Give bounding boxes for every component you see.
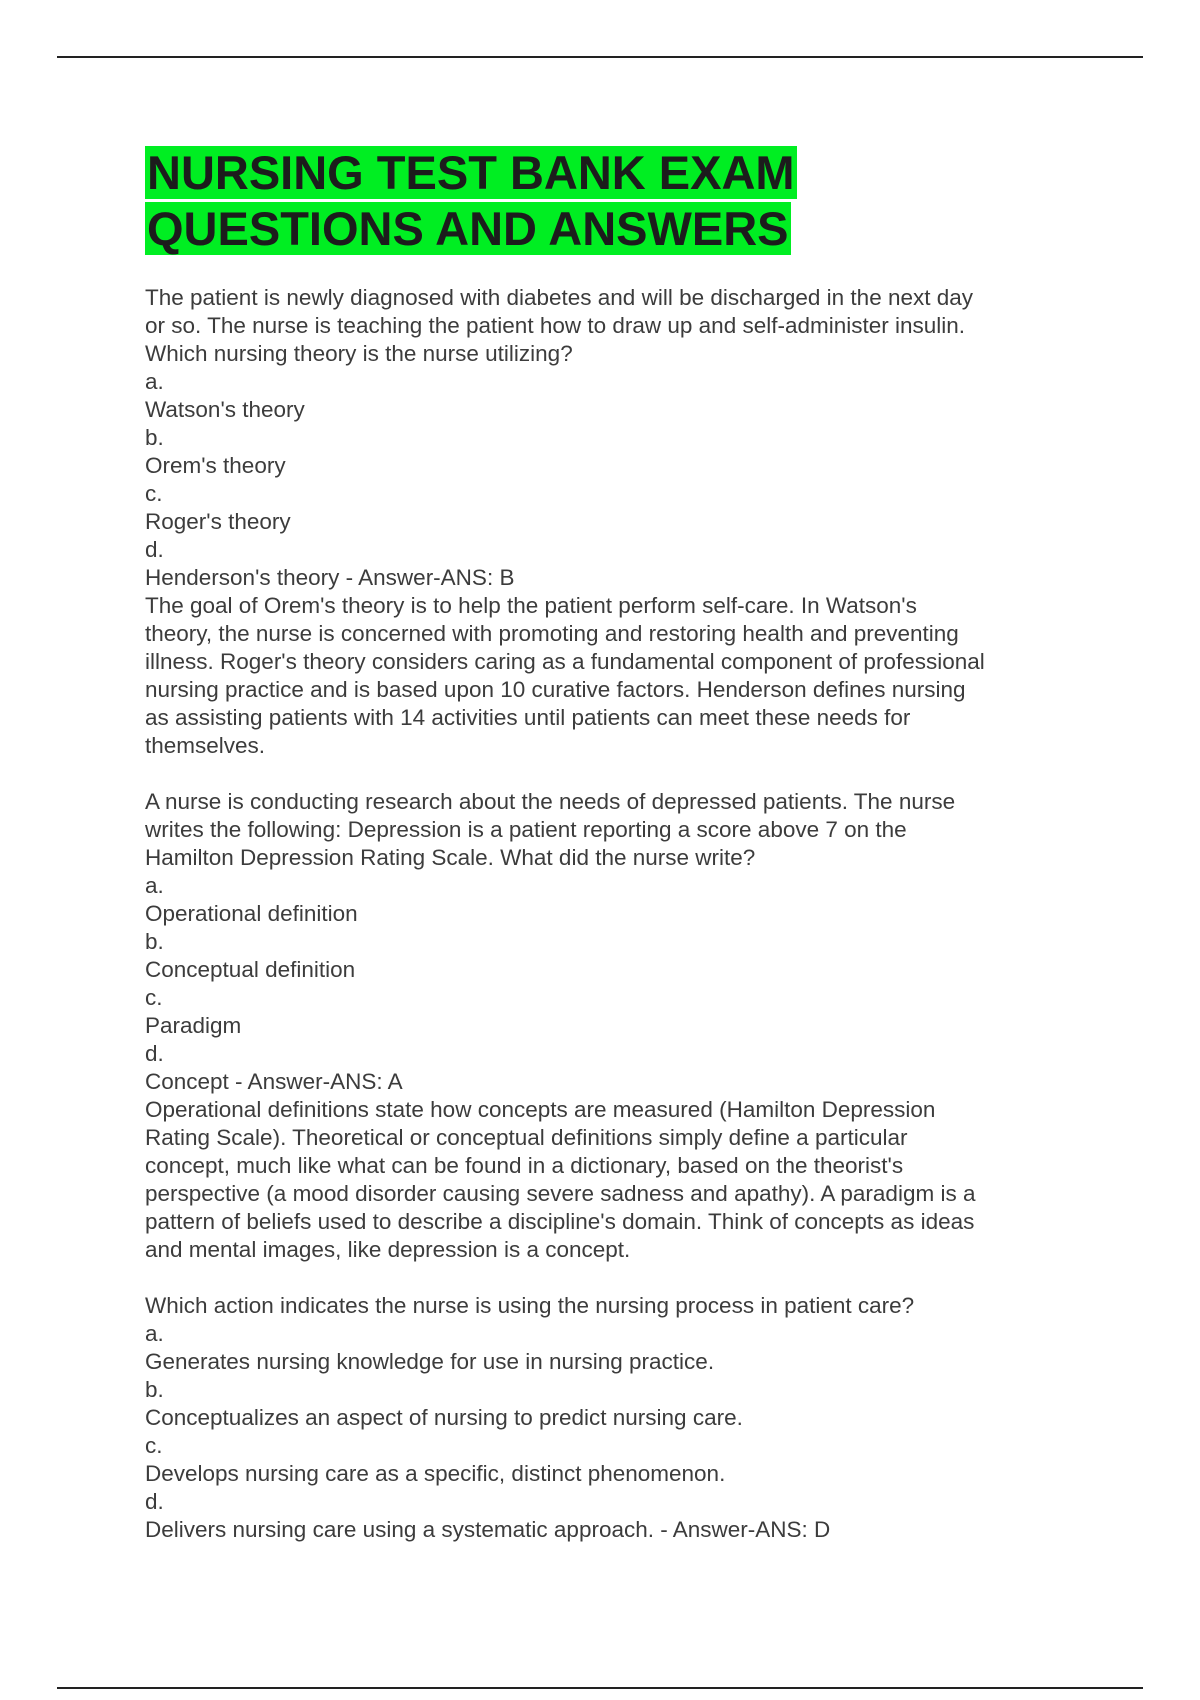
document-title [145,145,1065,257]
option-text: Concept - Answer-ANS: A [145,1069,403,1094]
option-letter: d. [145,537,164,562]
option-letter: b. [145,425,164,450]
question-stem-line: Which nursing theory is the nurse utilizing? [145,341,573,366]
footer-rule [57,1687,1143,1689]
question-stem-line: Hamilton Depression Rating Scale. What did the nurse write? [145,845,756,870]
question-block [145,788,1065,1264]
header-rule [57,56,1143,58]
rationale-line: Operational definitions state how concepts are measured (Hamilton Depression [145,1097,936,1122]
rationale-line: Rating Scale). Theoretical or conceptual definitions simply define a particular [145,1125,908,1150]
rationale-line: themselves. [145,733,266,758]
option-letter: c. [145,985,163,1010]
question-block [145,1292,1065,1544]
rationale-line: illness. Roger's theory considers caring as a fundamental component of professional [145,649,985,674]
question-list [145,284,1065,1544]
option-text: Henderson's theory - Answer-ANS: B [145,565,515,590]
option-text: Delivers nursing care using a systematic approach. - Answer-ANS: D [145,1517,831,1542]
question-stem-line: The patient is newly diagnosed with diabetes and will be discharged in the next day [145,285,974,310]
option-text: Roger's theory [145,509,291,534]
question-block [145,284,1065,760]
rationale-line: nursing practice and is based upon 10 curative factors. Henderson defines nursing [145,677,966,702]
option-text: Paradigm [145,1013,242,1038]
question-stem-line: Which action indicates the nurse is using the nursing process in patient care? [145,1293,915,1318]
page-content [145,145,1065,1572]
rationale-line: theory, the nurse is concerned with promoting and restoring health and preventing [145,621,959,646]
option-letter: d. [145,1489,164,1514]
question-stem-line: writes the following: Depression is a patient reporting a score above 7 on the [145,817,907,842]
rationale-line: The goal of Orem's theory is to help the patient perform self-care. In Watson's [145,593,917,618]
option-letter: d. [145,1041,164,1066]
rationale-line: concept, much like what can be found in a dictionary, based on the theorist's [145,1153,904,1178]
rationale-line: as assisting patients with 14 activities until patients can meet these needs for [145,705,911,730]
option-text: Develops nursing care as a specific, distinct phenomenon. [145,1461,726,1486]
option-letter: b. [145,929,164,954]
option-text: Conceptualizes an aspect of nursing to predict nursing care. [145,1405,743,1430]
rationale-line: and mental images, like depression is a concept. [145,1237,631,1262]
question-stem-line: A nurse is conducting research about the needs of depressed patients. The nurse [145,789,956,814]
rationale-line: perspective (a mood disorder causing severe sadness and apathy). A paradigm is a [145,1181,976,1206]
option-letter: b. [145,1377,164,1402]
option-letter: a. [145,873,164,898]
option-letter: a. [145,1321,164,1346]
option-text: Operational definition [145,901,358,926]
option-text: Watson's theory [145,397,305,422]
rationale-line: pattern of beliefs used to describe a discipline's domain. Think of concepts as ideas [145,1209,975,1234]
option-text: Generates nursing knowledge for use in nursing practice. [145,1349,715,1374]
option-text: Orem's theory [145,453,286,478]
option-text: Conceptual definition [145,957,356,982]
question-stem-line: or so. The nurse is teaching the patient how to draw up and self-administer insulin. [145,313,966,338]
title-line-1: NURSING TEST BANK EXAM [147,146,795,199]
option-letter: c. [145,1433,163,1458]
title-line-2: QUESTIONS AND ANSWERS [147,202,789,255]
option-letter: c. [145,481,163,506]
option-letter: a. [145,369,164,394]
